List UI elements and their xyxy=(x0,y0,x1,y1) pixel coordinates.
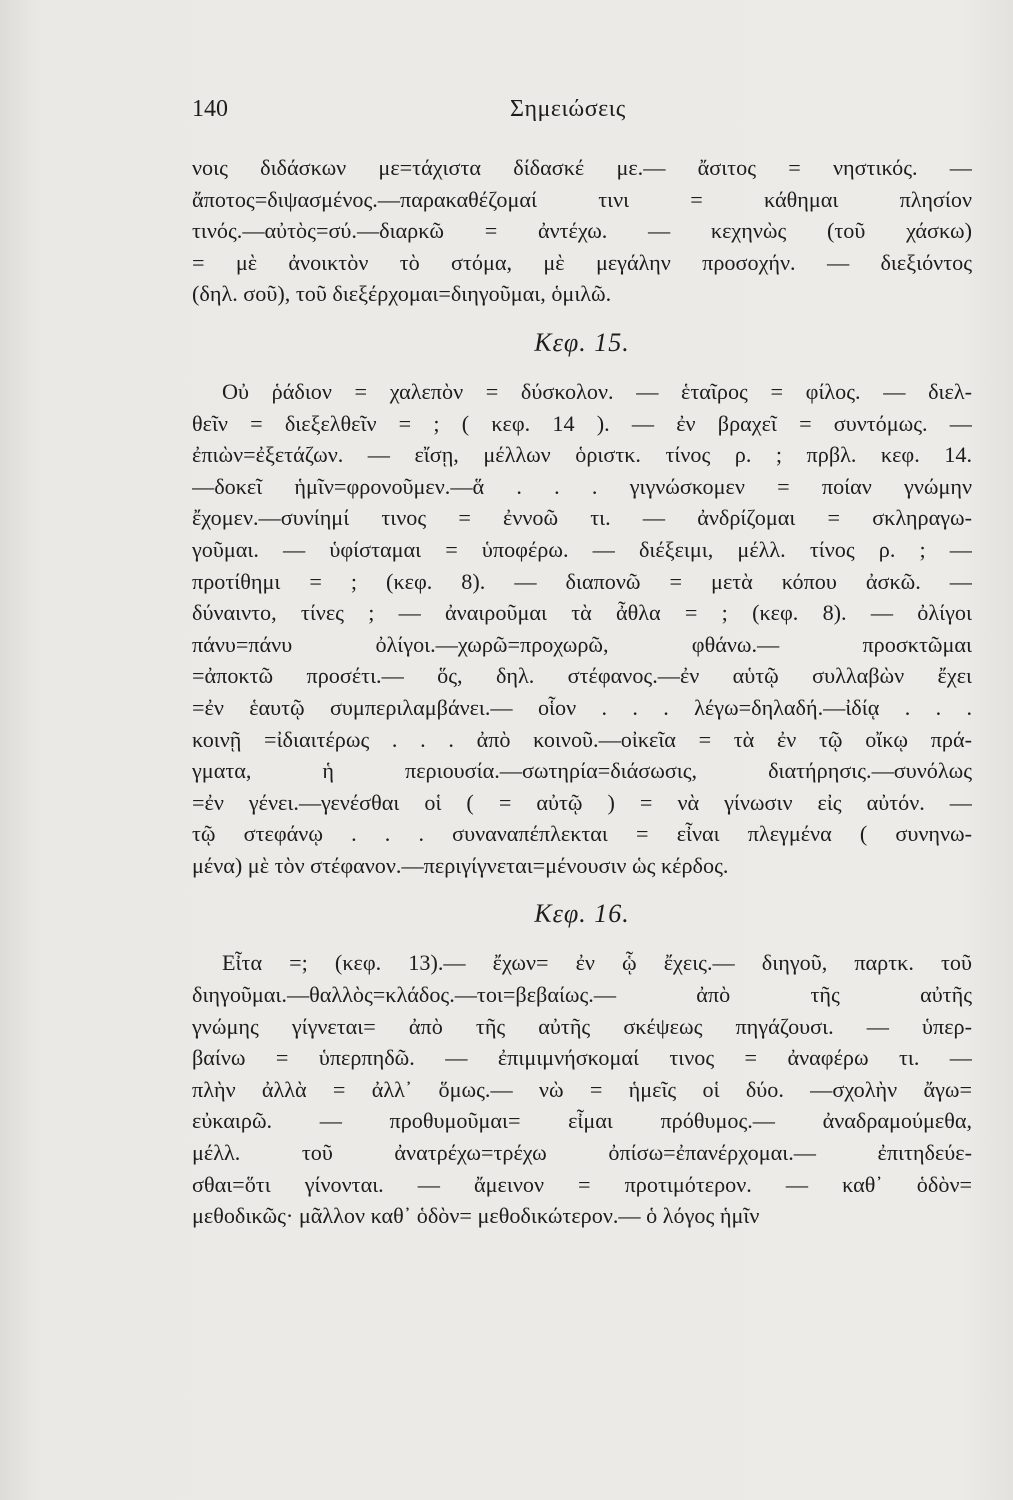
chapter-15-heading: Κεφ. 15. xyxy=(534,327,630,357)
text-line: =ἀποκτῶ προσέτι.— ὅς, δηλ. στέφανος.—ἐν αὑτῷ συλλαβὼν ἔχει xyxy=(192,663,972,689)
chapter-16-heading: Κεφ. 16. xyxy=(534,899,630,929)
text-line: τινός.—αὐτὸς=σύ.—διαρκῶ = ἀντέχω. — κεχηνὼς (τοῦ χάσκω) xyxy=(192,218,972,244)
text-line: θεῖν = διεξελθεῖν = ; ( κεφ. 14 ). — ἐν βραχεῖ = συντόμως. — xyxy=(192,410,972,436)
text-line: γνώμης γίγνεται= ἀπὸ τῆς αὐτῆς σκέψεως πηγάζουσι. — ὑπερ- xyxy=(192,1013,972,1039)
chapter-16-notes xyxy=(192,947,972,1231)
text-line: ἄποτος=διψασμένος.—παρακαθέζομαί τινι = κάθημαι πλησίον xyxy=(192,186,972,212)
text-line: μέλλ. τοῦ ἀνατρέχω=τρέχω ὀπίσω=ἐπανέρχομαι.— ἐπιτηδεύε- xyxy=(192,1140,972,1166)
text-line: κοινῇ =ἰδιαιτέρως . . . ἀπὸ κοινοῦ.—οἰκεῖα = τὰ ἐν τῷ οἴκῳ πρά- xyxy=(192,726,972,752)
text-line: Εἶτα =; (κεφ. 13).— ἔχων= ἐν ᾧ ἔχεις.— διηγοῦ, παρτκ. τοῦ xyxy=(222,950,972,976)
page-number: 140 xyxy=(192,96,228,122)
text-line: (δηλ. σοῦ), τοῦ διεξέρχομαι=διηγοῦμαι, ὁμιλῶ. xyxy=(192,281,612,307)
page-body xyxy=(192,152,972,1232)
text-line: μένα) μὲ τὸν στέφανον.—περιγίγνεται=μένουσιν ὡς κέρδος. xyxy=(192,852,729,878)
text-line: νοις διδάσκων με=τάχιστα δίδασκέ με.— ἄσιτος = νηστικός. — xyxy=(192,155,972,180)
text-line: εὐκαιρῶ. — προθυμοῦμαι= εἶμαι πρόθυμος.— ἀναδραμούμεθα, xyxy=(192,1108,972,1134)
text-line: =ἐν γένει.—γενέσθαι οἱ ( = αὐτῷ ) = νὰ γίνωσιν εἰς αὐτόν. — xyxy=(192,789,972,815)
text-line: προτίθημι = ; (κεφ. 8). — διαπονῶ = μετὰ κόπου ἀσκῶ. — xyxy=(192,568,972,594)
chapter-15-notes xyxy=(192,376,972,882)
text-line: μεθοδικῶς· μᾶλλον καθ᾽ ὁδὸν= μεθοδικώτερον.— ὁ λόγος ἡμῖν xyxy=(192,1203,760,1229)
notes-continuation xyxy=(192,152,972,310)
text-line: =ἐν ἑαυτῷ συμπεριλαμβάνει.— οἷον . . . λέγω=δηλαδή.—ἰδίᾳ . . . xyxy=(192,694,972,720)
running-head: Σημειώσεις xyxy=(510,96,626,122)
text-line: πλὴν ἀλλὰ = ἀλλ᾽ ὅμως.— νὼ = ἡμεῖς οἱ δύο. —σχολὴν ἄγω= xyxy=(192,1076,972,1102)
text-line: δύναιντο, τίνες ; — ἀναιροῦμαι τὰ ἆθλα = ; (κεφ. 8). — ὀλίγοι xyxy=(192,600,972,626)
text-line: βαίνω = ὑπερπηδῶ. — ἐπιμιμνήσκομαί τινος = ἀναφέρω τι. — xyxy=(192,1045,972,1071)
page-header xyxy=(192,96,972,126)
text-line: πάνυ=πάνυ ὀλίγοι.—χωρῶ=προχωρῶ, φθάνω.— προσκτῶμαι xyxy=(192,631,972,657)
text-line: γματα, ἡ περιουσία.—σωτηρία=διάσωσις, διατήρησις.—συνόλως xyxy=(192,758,972,784)
text-line: ἔχομεν.—συνίημί τινος = ἐννοῶ τι. — ἀνδρίζομαι = σκληραγω- xyxy=(192,505,972,531)
text-line: —δοκεῖ ἡμῖν=φρονοῦμεν.—ἅ . . . γιγνώσκομεν = ποίαν γνώμην xyxy=(192,473,972,499)
text-line: Οὐ ῥάδιον = χαλεπὸν = δύσκολον. — ἑταῖρος = φίλος. — διελ- xyxy=(222,378,972,404)
text-line: ἐπιὼν=ἐξετάζων. — εἴσῃ, μέλλων ὁριστκ. τίνος ρ. ; πρβλ. κεφ. 14. xyxy=(192,442,972,468)
text-line: γοῦμαι. — ὑφίσταμαι = ὑποφέρω. — διέξειμι, μέλλ. τίνος ρ. ; — xyxy=(192,536,972,562)
text-line: διηγοῦμαι.—θαλλὸς=κλάδος.—τοι=βεβαίως.— ἀπὸ τῆς αὐτῆς xyxy=(192,982,972,1008)
text-line: σθαι=ὅτι γίνονται. — ἄμεινον = προτιμότερον. — καθ᾽ ὁδὸν= xyxy=(192,1171,972,1197)
text-line: = μὲ ἀνοικτὸν τὸ στόμα, μὲ μεγάλην προσοχήν. — διεξιόντος xyxy=(192,249,972,275)
text-line: τῷ στεφάνῳ . . . συναναπέπλεκται = εἶναι πλεγμένα ( συνηνω- xyxy=(192,821,972,847)
